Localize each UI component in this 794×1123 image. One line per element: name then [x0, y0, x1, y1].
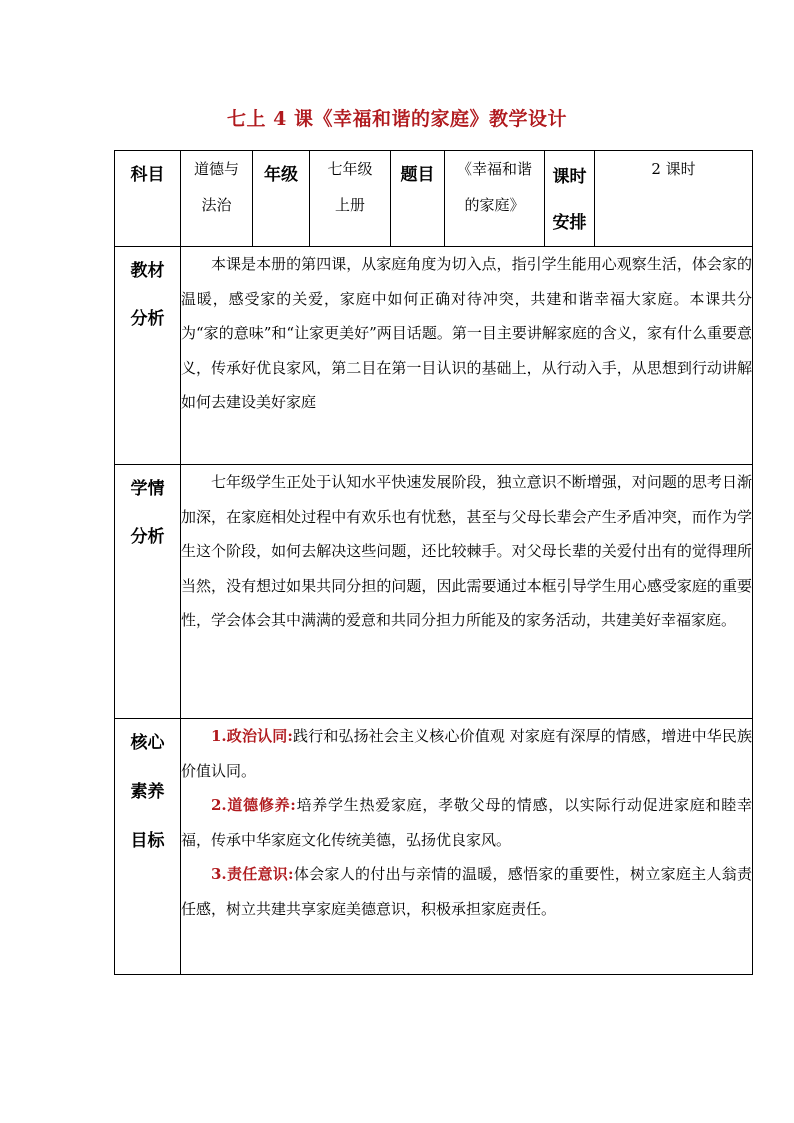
textbook-analysis-label: 教材 分析: [115, 247, 181, 465]
goal-text: 践行和弘扬社会主义核心价值观 对家庭有深厚的情感，增进中华民族价值认同。: [181, 727, 752, 780]
header-row: [115, 151, 753, 247]
subject-value: 道德与 法治: [181, 151, 253, 247]
student-analysis-text: 七年级学生正处于认知水平快速发展阶段，独立意识不断增强，对问题的思考日渐加深，在家庭相处过程中有欢乐也有忧愁，甚至与父母长辈会产生矛盾冲突，而作为学生这个阶段，如何去解决这些问题，还比较棘手。对父母长辈的关爱付出有的觉得理所当然，没有想过如果共同分担的问题，因此需要通过本框引导学生用心感受家庭的重要性，学会体会其中满满的爱意和共同分担力所能及的家务活动，共建美好幸福家庭。: [181, 473, 752, 629]
topic-value: 《幸福和谐 的家庭》: [445, 151, 545, 247]
goal-label: 3.责任意识:: [211, 865, 294, 883]
goal-label: 1.政治认同:: [211, 727, 293, 745]
core-goals-label: 核心 素养 目标: [115, 719, 181, 975]
grade-label: 年级: [253, 151, 310, 247]
hours-value: 2 课时: [595, 151, 753, 247]
student-analysis-content: [181, 465, 753, 719]
student-analysis-label: 学情 分析: [115, 465, 181, 719]
core-goals-row: [115, 719, 753, 975]
goal-text: 体会家人的付出与亲情的温暖，感悟家的重要性，树立家庭主人翁责任感，树立共建共享家庭美德意识，积极承担家庭责任。: [181, 865, 752, 918]
student-analysis-row: [115, 465, 753, 719]
textbook-analysis-content: [181, 247, 753, 465]
goal-text: 培养学生热爱家庭，孝敬父母的情感，以实际行动促进家庭和睦幸福，传承中华家庭文化传统美德，弘扬优良家风。: [181, 796, 752, 849]
textbook-analysis-text: 本课是本册的第四课，从家庭角度为切入点，指引学生能用心观察生活，体会家的温暖，感受家的关爱，家庭中如何正确对待冲突，共建和谐幸福大家庭。本课共分为“家的意味”和“让家更美好”两目话题。第一目主要讲解家庭的含义，家有什么重要意义，传承好优良家风，第二目在第一目认识的基础上，从行动入手，从思想到行动讲解如何去建设美好家庭: [181, 255, 752, 411]
goal-item: [181, 857, 752, 926]
topic-label: 题目: [391, 151, 445, 247]
document-title: 七上 4 课《幸福和谐的家庭》教学设计: [227, 108, 567, 130]
lesson-design-table: [114, 150, 753, 975]
textbook-analysis-row: [115, 247, 753, 465]
hours-label: 课时 安排: [545, 151, 595, 247]
goal-label: 2.道德修养:: [211, 796, 296, 814]
grade-value: 七年级 上册: [310, 151, 391, 247]
subject-label: 科目: [115, 151, 181, 247]
core-goals-content: [181, 719, 753, 975]
goal-item: [181, 719, 752, 788]
goal-item: [181, 788, 752, 857]
